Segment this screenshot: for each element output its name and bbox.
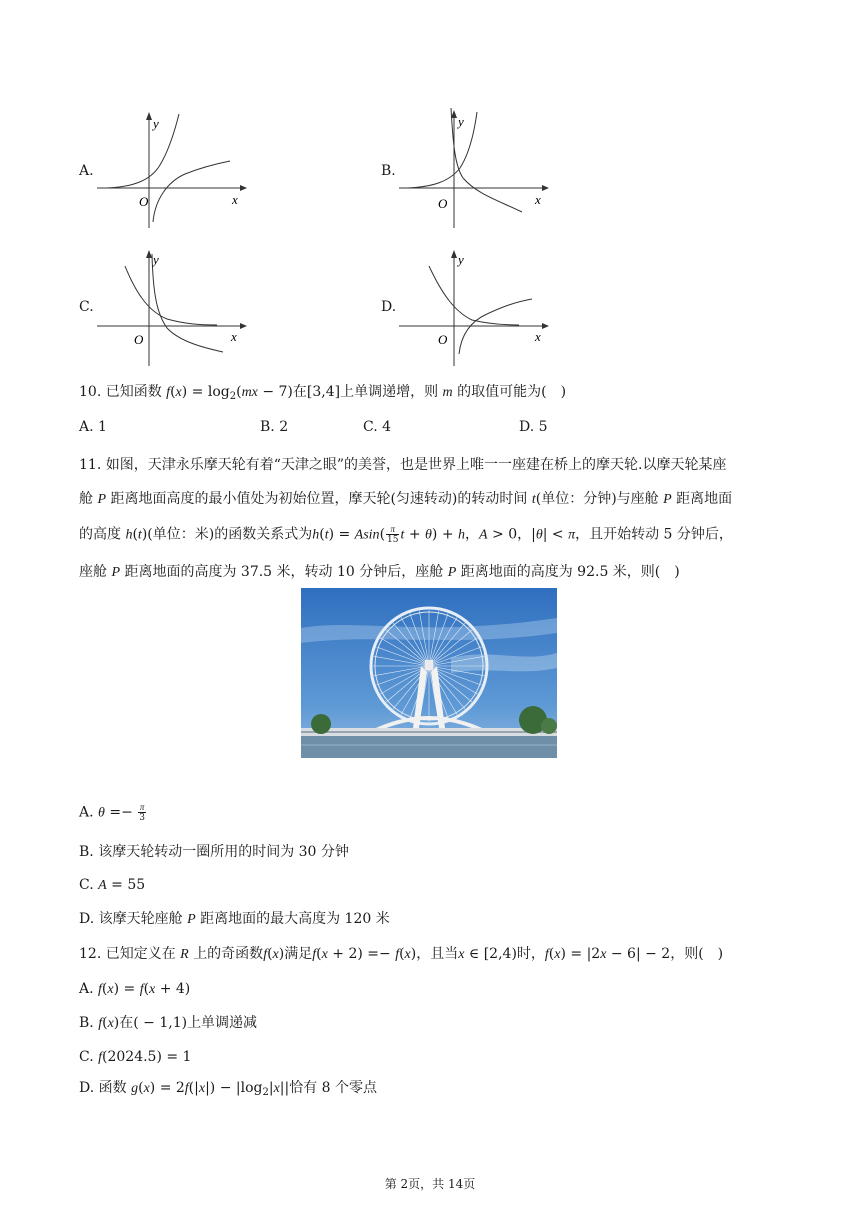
graph-d	[397, 244, 557, 368]
q11-option-d: D. 该摩天轮座舱 P 距离地面的最大高度为 120 米	[79, 911, 390, 927]
q11-stem-line4: 座舱 P 距离地面的高度为 37.5 米，转动 10 分钟后，座舱 P 距离地面的高度为 92.5 米，则( )	[79, 564, 680, 580]
x-axis-label-b: x	[535, 192, 541, 207]
x-axis-label-c: x	[231, 329, 237, 344]
q10-stem: 10. 已知函数 $f(x) = \log_2(mx - 7)$在[3,4]上单调递增，则 m 的取值可能为( )	[79, 384, 567, 402]
y-axis-label-d: y	[458, 252, 464, 267]
x-axis-label-a: x	[232, 192, 238, 207]
origin-label-c: O	[134, 332, 144, 347]
graph-a	[95, 110, 255, 230]
y-axis-label-a: y	[153, 116, 159, 131]
option-a-label: A.	[79, 163, 94, 179]
origin-label-d: O	[438, 332, 448, 347]
q11-option-c: C. A = 55	[79, 877, 146, 893]
q11-stem-line1: 11. 如图，天津永乐摩天轮有着“天津之眼”的美誉，也是世界上唯一一座建在桥上的摩天轮.以摩天轮某座	[79, 457, 727, 473]
q10-option-d: D. 5	[519, 419, 548, 435]
q11-option-a: A. θ =− $\frac{\pi}{3}$	[79, 802, 146, 823]
graph-c	[95, 244, 255, 368]
q12-stem: 12. 已知定义在 R 上的奇函数f(x)满足f(x + 2) =− f(x)，且当x ∈ [2,4)时，f(x) = |2x − 6| − 2，则( )	[79, 946, 724, 962]
q10-option-b: B. 2	[260, 419, 289, 435]
origin-label-b: O	[438, 196, 448, 211]
q12-option-a: A. f(x) = f(x + 4)	[79, 981, 191, 997]
q11-stem-line3: 的高度 h(t)(单位：米)的函数关系式为h(t) = Asin( $\frac{\pi}{15}$ t + θ) + h，A > 0，|θ| < π，且开始转动 5 分钟后，	[79, 524, 733, 545]
x-axis-label-d: x	[535, 329, 541, 344]
y-axis-label-b: y	[458, 114, 464, 129]
y-axis-label-c: y	[153, 252, 159, 267]
q12-option-b: B. f(x)在( − 1,1)上单调递减	[79, 1015, 258, 1031]
option-c-label: C.	[79, 299, 94, 315]
option-d-label: D.	[381, 299, 397, 315]
q10-option-c: C. 4	[363, 419, 392, 435]
q12-option-d: D. 函数 $g(x) = 2f(|x|) - |\log_2|x||$恰有 8 个零点	[79, 1080, 378, 1098]
q10-option-a: A. 1	[79, 419, 107, 435]
page-footer: 第 2页，共 14页	[384, 1177, 476, 1191]
ferris-wheel-photo	[301, 588, 557, 758]
q12-option-c: C. f(2024.5) = 1	[79, 1049, 192, 1065]
q11-stem-line2: 舱 P 距离地面高度的最小值处为初始位置，摩天轮(匀速转动)的转动时间 t(单位：分钟)与座舱 P 距离地面	[79, 491, 733, 507]
origin-label-a: O	[139, 194, 149, 209]
q11-option-b: B. 该摩天轮转动一圈所用的时间为 30 分钟	[79, 844, 349, 860]
graph-b	[397, 104, 557, 230]
option-b-label: B.	[381, 163, 396, 179]
